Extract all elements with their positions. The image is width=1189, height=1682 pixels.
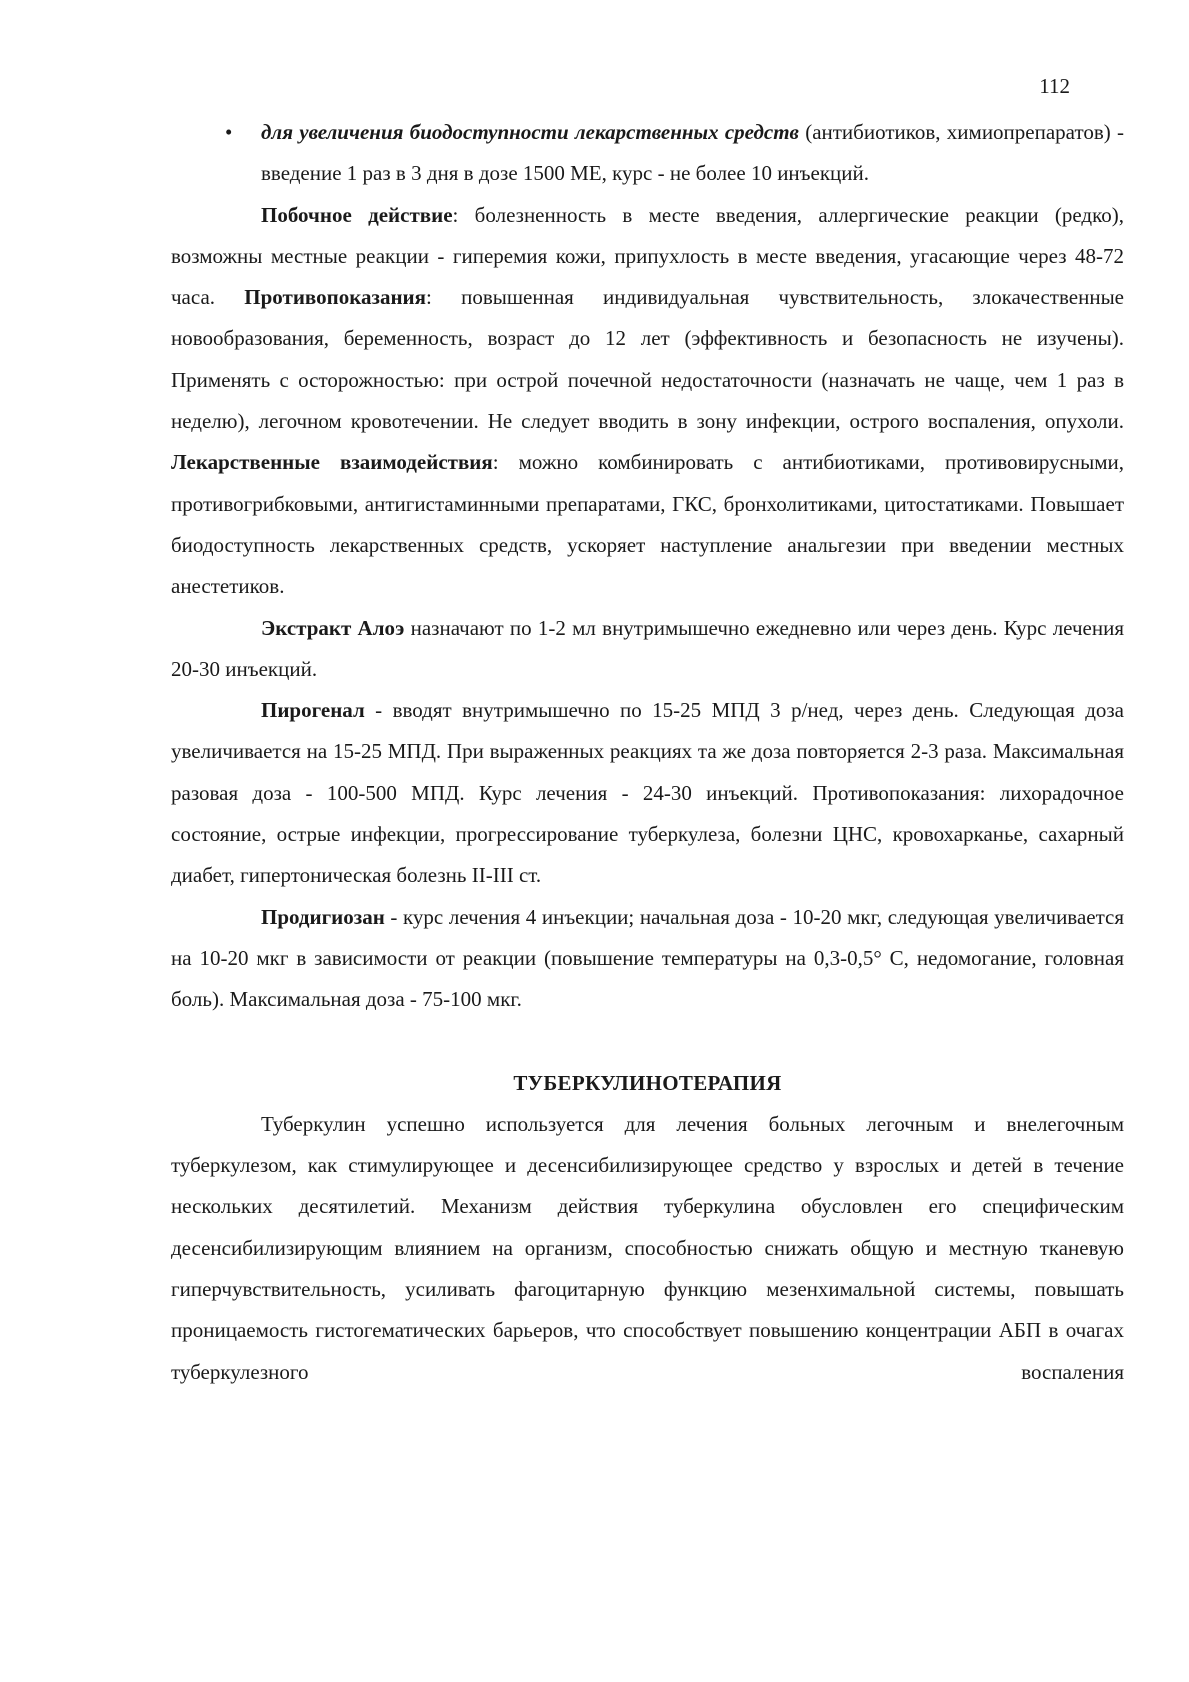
bullet-list-item	[171, 112, 1124, 195]
side-effects-text: : болезненность в месте введения, аллергические реакции (редко), возможны местные реакции - гиперемия кожи, припухлость в месте введения, угасающие через 48-72 часа.	[171, 202, 1124, 310]
interactions-label: Лекарственные взаимодействия	[171, 450, 493, 475]
prodigiosan-text: - курс лечения 4 инъекции; начальная доза - 10-20 мкг, следующая увеличивается на 10-20 мкг в зависимости от реакции (повышение температуры на 0,3-0,5° С, недомогание, головная боль). Максимальная доза - 75-100 мкг.	[171, 904, 1124, 1012]
pyrogenal-text: - вводят внутримышечно по 15-25 МПД 3 р/нед, через день. Следующая доза увеличивается на 15-25 МПД. При выраженных реакциях та же доза повторяется 2-3 раза. Максимальная разовая доза - 100-500 МПД. Курс лечения - 24-30 инъекций. Противопоказания: лихорадочное состояние, острые инфекции, прогрессирование туберкулеза, болезни ЦНС, кровохарканье, сахарный диабет, гипертоническая болезнь II-III ст.	[171, 698, 1124, 888]
bullet-text	[261, 112, 1124, 195]
prodigiosan-paragraph	[171, 897, 1124, 1021]
section-title: ТУБЕРКУЛИНОТЕРАПИЯ	[513, 1070, 782, 1095]
bullet-icon: •	[225, 120, 233, 144]
aloe-label: Экстракт Алоэ	[261, 615, 405, 640]
interactions-text: : можно комбинировать с антибиотиками, противовирусными, противогрибковыми, антигистаминными препаратами, ГКС, бронхолитиками, цитостатиками. Повышает биодоступность лекарственных средств, ускоряет наступление анальгезии при введении местных анестетиков.	[171, 450, 1124, 599]
aloe-text: назначают по 1-2 мл внутримышечно ежедневно или через день. Курс лечения 20-30 инъекций.	[171, 615, 1124, 681]
prodigiosan-label: Продигиозан	[261, 904, 385, 929]
side-effects-paragraph	[171, 195, 1124, 608]
page-number: 112	[1039, 74, 1070, 98]
contraindications-text: : повышенная индивидуальная чувствительность, злокачественные новообразования, беременность, возраст до 12 лет (эффективность и безопасность не изучены). Применять с осторожностью: при острой почечной недостаточности (назначать не чаще, чем 1 раз в неделю), легочном кровотечении. Не следует вводить в зону инфекции, острого воспаления, опухоли.	[171, 285, 1124, 434]
pyrogenal-label: Пирогенал	[261, 698, 365, 723]
pyrogenal-paragraph	[171, 690, 1124, 896]
section-paragraph: Туберкулин успешно используется для лечения больных легочным и внелегочным туберкулезом, как стимулирующее и десенсибилизирующее средство у взрослых и детей в течение нескольких десятилетий. Механизм действия туберкулина обусловлен его специфическим десенсибилизирующим влиянием на организм, способностью снижать общую и местную тканевую гиперчувствительность, усиливать фагоцитарную функцию мезенхимальной системы, повышать проницаемость гистогематических барьеров, что способствует повышению концентрации АБП в очагах туберкулезного воспаления	[171, 1111, 1124, 1384]
aloe-paragraph	[171, 608, 1124, 691]
bullet-lead: для увеличения биодоступности лекарственных средств	[261, 120, 799, 144]
bullet-rest: (антибиотиков, химиопрепаратов) - введение 1 раз в 3 дня в дозе 1500 МЕ, курс - не более 10 инъекций.	[261, 120, 1125, 186]
page-body	[171, 112, 1124, 1393]
contraindications-label: Противопоказания	[244, 285, 427, 310]
side-effects-label: Побочное действие	[261, 202, 453, 227]
